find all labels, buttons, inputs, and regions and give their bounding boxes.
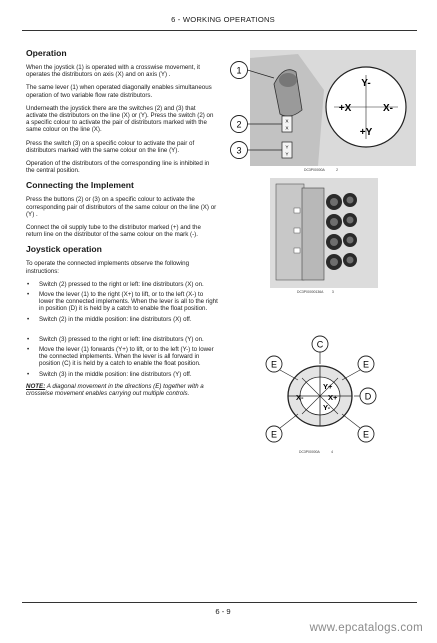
caption-code: DC3P00000A (299, 450, 320, 454)
label-x-minus: X- (383, 103, 393, 114)
figure-joystick (228, 50, 416, 168)
paragraph: When the joystick (1) is operated with a crosswise movement, it operates the distributors on axis (X) and on axis (Y) . (26, 64, 201, 79)
list-item: • Move the lever (1) forwards (Y+) to lift, or to the left (Y-) to lower the connected implements. When the lever is all forward in position (C) it is held by a catch to enable the float position. (39, 346, 218, 368)
list-item: • Move the lever (1) to the right (X+) to lift, or to the left (X-) to lower the connected implements. When the lever is all to the right in position (D) it is held by a catch to enable the float position. (39, 291, 218, 313)
label-y-minus: Y- (323, 403, 331, 412)
position-e-label: E (362, 429, 370, 440)
position-d-label: D (364, 391, 372, 402)
callout-3-label: 3 (236, 145, 242, 156)
heading-connecting: Connecting the Implement (26, 180, 134, 191)
valve-bank (302, 188, 324, 280)
note-label: NOTE: (26, 382, 46, 390)
switch-y-bottom-label: Y (285, 152, 289, 158)
joystick-top (279, 73, 297, 87)
switch-x-top-label: X (285, 119, 289, 125)
switch-y-top-label: Y (285, 145, 289, 151)
callout-2-label: 2 (236, 119, 242, 130)
callout-1-label: 1 (236, 65, 242, 76)
paragraph: Press the buttons (2) or (3) on a specific colour to activate the corresponding pair of distributors of the same colour on the line (X) or (Y) . (26, 196, 217, 218)
caption-fig3 (297, 290, 334, 294)
paragraph: To operate the connected implements observe the following instructions: (26, 260, 190, 275)
list-item: • Switch (3) in the middle position: line distributors (Y) off. (39, 371, 218, 378)
note (26, 383, 218, 397)
caption-code: DC3P00000A (304, 168, 325, 172)
paragraph: The same lever (1) when operated diagonally enables simultaneous operation of two variable flow rate distributors. (26, 84, 212, 99)
paragraph: Underneath the joystick there are the switches (2) and (3) that activate the distributors on the line (X) or (Y). Press the switch (2) on a specific colour to activate the pair of distributors marked with the same colour on the line (X). (26, 104, 214, 134)
label-y-plus: Y+ (323, 382, 333, 391)
list-item: • Switch (2) in the middle position: line distributors (X) off. (39, 316, 218, 323)
paragraph: Operation of the distributors of the corresponding line is inhibited in the central position. (26, 160, 210, 175)
switch-x-bottom-label: X (285, 126, 289, 132)
page-number: 6 - 9 (215, 607, 231, 616)
heading-operation: Operation (26, 48, 67, 58)
text-column (26, 48, 218, 403)
label-y-plus: +Y (359, 127, 373, 138)
caption-number: 3 (331, 290, 334, 294)
page-header: 6 - WORKING OPERATIONS (171, 15, 275, 24)
paragraph: Connect the oil supply tube to the distributor marked (+) and the return line on the distributor of the same colour on the mark (-). (26, 224, 201, 239)
position-c-label: C (316, 339, 324, 350)
list-item: • Switch (2) pressed to the right or left: line distributors (X) on. (39, 281, 218, 288)
footer-rule (22, 602, 417, 603)
bullet-list-y (26, 336, 218, 378)
caption-fig4 (299, 450, 333, 454)
label-x-minus: X- (296, 393, 304, 402)
figure-joystick-positions (262, 334, 378, 446)
label-y-minus: Y- (361, 78, 371, 89)
label-x-plus: +X (338, 103, 352, 114)
label-x-plus: X+ (328, 393, 338, 402)
heading-joystick: Joystick operation (26, 244, 102, 255)
note-text: A diagonal movement in the directions (E) together with a crosswise movement enables carrying out multiple controls. (26, 382, 204, 398)
position-e-label: E (270, 359, 278, 370)
paragraph: Press the switch (3) on a specific colour to activate the pair of distributors marked with the same colour on the line (Y). (26, 139, 195, 154)
figure-distributors (270, 178, 378, 288)
watermark-text: www.epcatalogs.com (309, 622, 423, 634)
list-item: • Switch (3) pressed to the right or left: line distributors (Y) on. (39, 336, 218, 343)
caption-code: DC3P00000136A (297, 290, 324, 294)
caption-number: 2 (336, 168, 338, 172)
position-e-label: E (362, 359, 370, 370)
position-e-label: E (270, 429, 278, 440)
header-rule (22, 30, 417, 31)
caption-number: 4 (331, 450, 333, 454)
caption-fig2 (304, 168, 338, 172)
bullet-list-x (26, 281, 218, 323)
